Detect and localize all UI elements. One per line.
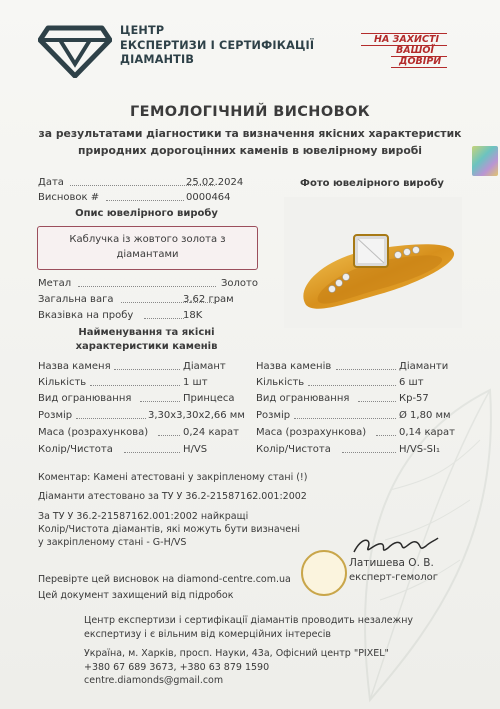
independence-note: Центр експертизи і сертифікації діамантів проводить незалежну експертизу і є вільним від комерційних інтересів — [84, 615, 414, 640]
expert-role: експерт-гемолог — [349, 572, 438, 583]
stone-left-row: Розмір 3,30x3,30x2,66 мм — [38, 410, 245, 421]
item-description-line2: діамантами — [116, 249, 179, 260]
standard-note: Діаманти атестовано за ТУ У 36.2-21587162.001:2002 — [38, 491, 307, 502]
stone-left-row: Колір/Чистота H/VS — [38, 444, 208, 455]
stone-right-row: Кількість 6 шт — [256, 377, 424, 388]
item-description-line1: Каблучка із жовтого золота з — [69, 234, 226, 245]
stone-left-row: Вид огранювання Принцеса — [38, 393, 235, 404]
verify-link[interactable]: Перевірте цей висновок на diamond-centre.com.ua — [38, 574, 291, 585]
trust-stamp: НА ЗАХИСТІ ВАШОЇ ДОВІРИ — [361, 33, 447, 63]
stones-section-title: Найменування та якісні характеристики каменів — [75, 327, 218, 352]
tu-note: За ТУ У 36.2-21587162.001:2002 найкращі Колір/Чистота діамантів, які можуть бути визначені у закріпленому стані - G-H/VS — [38, 511, 300, 548]
diamond-logo-icon — [38, 22, 112, 78]
ring-photo — [284, 197, 462, 328]
expert-name: Латишева О. В. — [349, 557, 434, 569]
weight-row: Загальна вага 3,62 грам — [38, 294, 234, 305]
protection-note: Цей документ захищений від підробок — [38, 590, 234, 601]
stone-left-row: Назва каменя Діамант — [38, 361, 226, 372]
organization-name: ЦЕНТР ЕКСПЕРТИЗИ І СЕРТИФІКАЦІЇ ДІАМАНТІВ — [120, 24, 315, 66]
gold-seal-icon — [301, 550, 347, 596]
photo-label: Фото ювелірного виробу — [300, 178, 444, 189]
stone-left-row: Маса (розрахункова) 0,24 карат — [38, 427, 239, 438]
item-section-title: Опис ювелірного виробу — [75, 208, 218, 219]
date-row: Дата 25.02.2024 — [38, 177, 244, 188]
stone-right-row: Вид огранювання Кр-57 — [256, 393, 429, 404]
item-description-box — [37, 226, 258, 270]
document-subtitle: за результатами діагностики та визначення якісних характеристик природних дорогоцінних каменів в ювелірному виробі — [38, 127, 462, 157]
stone-right-row: Назва каменів Діаманти — [256, 361, 449, 372]
document-title: ГЕМОЛОГІЧНИЙ ВИСНОВОК — [130, 104, 370, 120]
signature-icon — [350, 534, 440, 558]
number-row: Висновок # 0000464 — [38, 192, 231, 203]
comment-note: Коментар: Камені атестовані у закріпленому стані (!) — [38, 472, 308, 483]
metal-row: Метал Золото — [38, 278, 258, 289]
stone-left-row: Кількість 1 шт — [38, 377, 208, 388]
stone-right-row: Розмір Ø 1,80 мм — [256, 410, 451, 421]
hallmark-row: Вказівка на пробу 18K — [38, 310, 203, 321]
stone-right-row: Маса (розрахункова) 0,14 карат — [256, 427, 455, 438]
email-link[interactable]: centre.diamonds@gmail.com — [84, 675, 224, 686]
contact-info: Україна, м. Харків, просп. Науки, 43а, Офісний центр "PIXEL" +380 67 689 3673, +380 63 879 1590 centre.diamonds@gmail.com — [84, 648, 389, 686]
stone-right-row: Колір/Чистота H/VS-SI₁ — [256, 444, 440, 455]
